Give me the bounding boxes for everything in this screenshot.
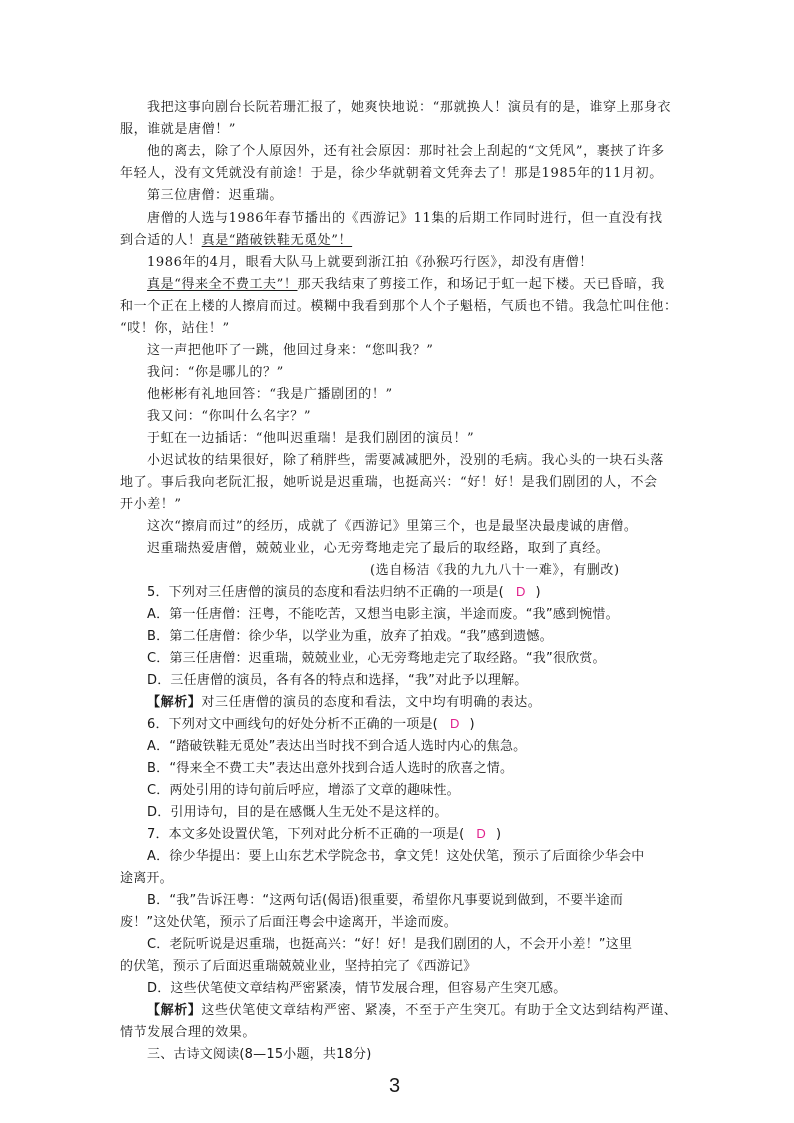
analysis-text: 这些伏笔使文章结构严密、紧凑，不至于产生突兀。有助于全文达到结构严谨、 [201,1003,678,1018]
question-7-stem [147,823,501,842]
story-line: 第三位唐僧：迟重瑞。 [147,188,284,203]
option-d: D．三任唐僧的演员，各有各的特点和选择，“我”对此予以理解。 [147,673,528,688]
option-a: A．徐少华提出：要上山东艺术学院念书，拿文凭！这处伏笔，预示了后面徐少华会中 [147,849,645,864]
story-text: 到合适的人！ [120,233,202,248]
story-line: 迟重瑞热爱唐僧，兢兢业业，心无旁骛地走完了最后的取经路，取到了真经。 [147,541,610,556]
story-line [147,273,665,292]
story-line [120,229,352,248]
question-5-stem [147,581,541,600]
answer-mark: D [476,826,486,841]
option-b: B．第二任唐僧：徐少华，以学业为重，放弃了拍戏。“我”感到遗憾。 [147,629,553,644]
answer-mark: D [449,716,460,731]
answer-mark: D [515,584,526,599]
story-text: 那天我结束了剪接工作，和场记于虹一起下楼。天已昏暗，我 [297,277,665,292]
story-line: 他的离去，除了个人原因外，还有社会原因：那时社会上刮起的“文凭风”，裹挟了许多 [147,144,665,159]
question-text: ) [535,585,541,600]
story-line: 我又问：“你叫什么名字？” [147,409,312,424]
story-line: 于虹在一边插话：“他叫迟重瑞！是我们剧团的演员！” [147,431,475,446]
story-line: 这次“擦肩而过”的经历，成就了《西游记》里第三个，也是最坚决最虔诚的唐僧。 [147,519,638,534]
question-text: 5．下列对三任唐僧的演员的态度和看法归纳不正确的一项是( [147,585,504,600]
story-line: 小迟试妆的结果很好，除了稍胖些，需要减减肥外，没别的毛病。我心头的一块石头落 [147,453,664,468]
analysis [147,999,677,1018]
option-d: D．引用诗句，目的是在感慨人生无处不是这样的。 [147,805,448,820]
option-b: B．“我”告诉汪粤：“这两句话(偈语)很重要，希望你凡事要说到做到，不要半途而 [147,893,624,908]
story-line: 他彬彬有礼地回答：“我是广播剧团的！” [147,387,393,402]
source-citation: (选自杨洁《我的九九八十一难》，有删改) [370,563,620,578]
option-c: C．第三任唐僧：迟重瑞，兢兢业业，心无旁骛地走完了取经路。“我”很欣赏。 [147,651,606,666]
underlined-sentence: 真是“得来全不费工夫”！ [147,277,298,292]
story-line: 我把这事向剧台长阮若珊汇报了，她爽快地说：“那就换人！演员有的是，谁穿上那身衣 [147,100,672,115]
analysis-text: 对三任唐僧的演员的态度和看法，文中均有明确的表达。 [201,695,542,710]
story-line: 开小差！” [120,497,182,512]
page-number: 3 [389,1075,401,1097]
analysis [147,691,541,710]
question-text: 6．下列对文中画线句的好处分析不正确的一项是( [147,717,438,732]
option-b-cont: 废！”这处伏笔，预示了后面汪粤会中途离开，半途而废。 [120,915,457,930]
section-3-heading: 三、古诗文阅读(8—15小题，共18分) [147,1047,372,1062]
option-d: D．这些伏笔使文章结构严密紧凑，情节发展合理，但容易产生突兀感。 [147,981,567,996]
analysis-cont: 情节发展合理的效果。 [120,1025,257,1040]
question-text: 7．本文多处设置伏笔，下列对此分析不正确的一项是( [147,827,465,842]
analysis-label: 【解析】 [147,695,202,710]
option-a: A．“踏破铁鞋无觅处”表达出当时找不到合适人选时内心的焦急。 [147,739,527,754]
option-c: C．老阮听说是迟重瑞，也挺高兴：“好！好！是我们剧团的人，不会开小差！”这里 [147,937,633,952]
option-c: C．两处引用的诗句前后呼应，增添了文章的趣味性。 [147,783,460,798]
story-line: 唐僧的人选与1986年春节播出的《西游记》11集的后期工作同时进行，但一直没有找 [147,211,663,226]
story-line: 服，谁就是唐僧！” [120,122,237,137]
option-b: B．“得来全不费工夫”表达出意外找到合适人选时的欣喜之情。 [147,761,514,776]
story-line: 地了。事后我向老阮汇报，她听说是迟重瑞，也挺高兴：“好！好！是我们剧团的人，不会 [120,475,658,490]
story-line: 年轻人，没有文凭就没有前途！于是，徐少华就朝着文凭奔去了！那是1985年的11月初。 [120,166,663,181]
underlined-sentence: 真是“踏破铁鞋无觅处”！ [201,233,353,248]
story-line: 这一声把他吓了一跳，他回过身来：“您叫我？” [147,343,434,358]
question-text: ) [495,827,502,842]
option-c-cont: 的伏笔，预示了后面迟重瑞兢兢业业，坚持拍完了《西游记》 [120,959,477,974]
question-6-stem [147,713,475,732]
analysis-label: 【解析】 [147,1003,202,1018]
option-a-cont: 途离开。 [120,871,173,886]
story-line: “哎！你，站住！” [120,321,230,336]
question-text: ) [469,717,475,732]
story-line: 我问：“你是哪儿的？” [147,365,284,380]
story-line: 和一个正在上楼的人擦肩而过。模糊中我看到那个人个子魁梧，气质也不错。我急忙叫住他： [120,299,678,314]
option-a: A．第一任唐僧：汪粤，不能吃苦，又想当电影主演，半途而废。“我”感到惋惜。 [147,607,619,622]
story-line: 1986年的4月，眼看大队马上就要到浙江拍《孙猴巧行医》，却没有唐僧！ [147,255,593,270]
